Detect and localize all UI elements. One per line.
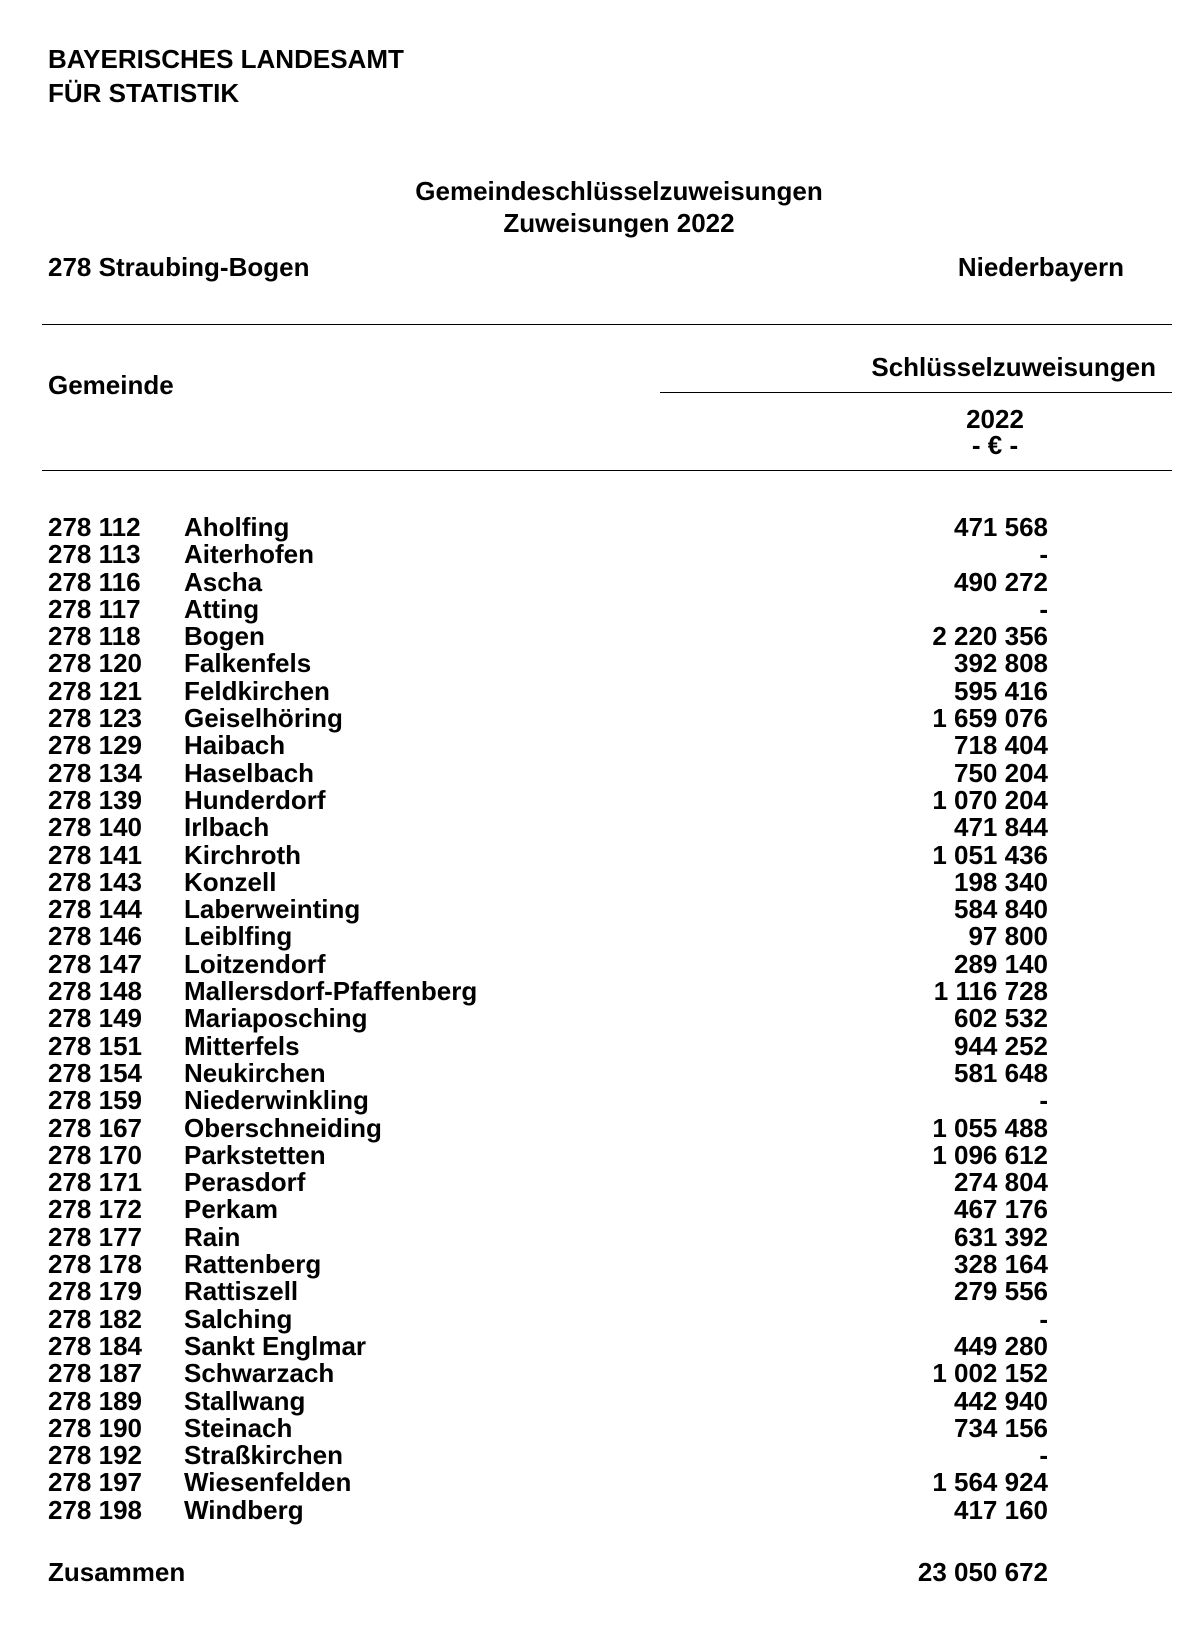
table-row — [48, 1251, 1048, 1278]
municipality-name: Niederwinkling — [184, 1085, 369, 1116]
table-row — [48, 839, 1048, 870]
municipality-code: 278 134 — [48, 757, 142, 788]
allocation-value: 1 116 728 — [933, 976, 1048, 1007]
municipality-code: 278 129 — [48, 730, 142, 761]
municipality-name: Bogen — [184, 621, 265, 652]
document-subtitle: Zuweisungen 2022 — [503, 208, 735, 238]
municipality-code: 278 197 — [48, 1467, 142, 1498]
municipality-code: 278 144 — [48, 894, 142, 925]
allocation-value: 97 800 — [968, 921, 1048, 952]
total-row — [48, 1557, 1048, 1588]
table-row — [48, 566, 1048, 597]
municipality-code: 278 167 — [48, 1112, 142, 1143]
allocation-value: - — [1039, 1303, 1048, 1334]
table-row — [48, 1303, 1048, 1334]
allocation-value: 449 280 — [954, 1330, 1048, 1361]
table-row — [48, 1385, 1048, 1416]
municipality-name: Loitzendorf — [184, 948, 326, 979]
municipality-name: Mitterfels — [184, 1030, 300, 1061]
municipality-name: Geiselhöring — [184, 703, 343, 734]
municipality-name: Aiterhofen — [184, 539, 314, 570]
allocation-value: 734 156 — [954, 1412, 1048, 1443]
allocation-value: 1 070 204 — [932, 784, 1048, 815]
municipality-code: 278 139 — [48, 784, 142, 815]
municipality-code: 278 192 — [48, 1440, 142, 1471]
table-row — [48, 650, 1048, 677]
table-row — [48, 923, 1048, 950]
municipality-name: Perasdorf — [184, 1167, 306, 1198]
municipality-code: 278 149 — [48, 1003, 142, 1034]
municipality-name: Neukirchen — [184, 1057, 326, 1088]
table-row — [48, 896, 1048, 923]
allocation-value: 274 804 — [954, 1167, 1048, 1198]
municipality-code: 278 190 — [48, 1412, 142, 1443]
allocation-value: 718 404 — [954, 730, 1048, 761]
municipality-code: 278 182 — [48, 1303, 142, 1334]
table-row — [48, 757, 1048, 788]
table-row — [48, 1278, 1048, 1305]
table-row — [48, 541, 1048, 568]
municipality-code: 278 171 — [48, 1167, 142, 1198]
table-row — [48, 1469, 1048, 1496]
municipality-name: Perkam — [184, 1194, 278, 1225]
municipality-code: 278 143 — [48, 866, 142, 897]
allocation-value: 1 659 076 — [932, 703, 1048, 734]
municipality-name: Rattiszell — [184, 1276, 299, 1307]
municipality-name: Konzell — [184, 866, 277, 897]
allocation-value: 595 416 — [954, 675, 1048, 706]
municipality-code: 278 159 — [48, 1085, 142, 1116]
municipality-name: Rattenberg — [184, 1249, 322, 1280]
municipality-code: 278 178 — [48, 1249, 142, 1280]
allocation-value: 1 051 436 — [932, 839, 1048, 870]
allocation-value: 602 532 — [954, 1003, 1048, 1034]
municipality-name: Atting — [184, 593, 260, 624]
municipality-code: 278 151 — [48, 1030, 142, 1061]
agency-name-line1: BAYERISCHES LANDESAMT — [48, 44, 404, 74]
table-row — [48, 732, 1048, 759]
table-row — [48, 1005, 1048, 1032]
table-row — [48, 1360, 1048, 1387]
allocation-value: 490 272 — [954, 566, 1048, 597]
column-header-unit: - € - — [971, 430, 1019, 460]
municipality-name: Aholfing — [184, 512, 290, 542]
allocation-value: 584 840 — [954, 894, 1048, 925]
allocation-value: 1 002 152 — [932, 1358, 1048, 1389]
table-row — [48, 814, 1048, 841]
allocation-value: 392 808 — [954, 648, 1048, 679]
municipality-name: Ascha — [184, 566, 263, 597]
allocation-value: 471 568 — [954, 512, 1048, 542]
table-row — [48, 593, 1048, 624]
table-row — [48, 1030, 1048, 1061]
column-header-municipality: Gemeinde — [48, 370, 174, 400]
allocation-value: - — [1039, 593, 1048, 624]
table-row — [48, 1057, 1048, 1088]
allocation-value: - — [1039, 539, 1048, 570]
municipality-code: 278 148 — [48, 976, 142, 1007]
municipality-name: Irlbach — [184, 812, 270, 843]
municipality-name: Mallersdorf-Pfaffenberg — [184, 976, 478, 1007]
municipality-code: 278 140 — [48, 812, 142, 843]
header-bottom-rule — [42, 470, 1172, 471]
table-row — [48, 514, 1048, 541]
document-title: Gemeindeschlüsselzuweisungen — [415, 176, 823, 206]
municipality-name: Steinach — [184, 1412, 293, 1443]
total-value: 23 050 672 — [917, 1557, 1048, 1587]
municipality-code: 278 189 — [48, 1385, 142, 1416]
municipality-name: Windberg — [184, 1494, 304, 1525]
municipality-name: Salching — [184, 1303, 293, 1334]
allocation-value: 417 160 — [954, 1494, 1048, 1525]
municipality-name: Rain — [184, 1221, 241, 1252]
allocation-value: 289 140 — [954, 948, 1048, 979]
municipality-name: Mariaposching — [184, 1003, 368, 1034]
table-row — [48, 1139, 1048, 1170]
municipality-code: 278 184 — [48, 1330, 142, 1361]
municipality-code: 278 112 — [48, 512, 141, 542]
municipality-code: 278 147 — [48, 948, 142, 979]
allocation-value: 1 096 612 — [932, 1139, 1048, 1170]
allocation-value: 581 648 — [954, 1057, 1048, 1088]
municipality-code: 278 120 — [48, 648, 142, 679]
municipality-name: Laberweinting — [184, 894, 361, 925]
table-row — [48, 1412, 1048, 1443]
municipality-name: Leiblfing — [184, 921, 293, 952]
allocation-value: 328 164 — [954, 1249, 1048, 1280]
municipality-code: 278 117 — [48, 593, 141, 624]
allocation-value: 198 340 — [954, 866, 1048, 897]
agency-name-line2: FÜR STATISTIK — [48, 78, 240, 108]
column-header-year: 2022 — [966, 404, 1024, 434]
municipality-name: Parkstetten — [184, 1139, 326, 1170]
municipality-code: 278 141 — [48, 839, 142, 870]
municipality-name: Sankt Englmar — [184, 1330, 367, 1361]
municipality-table — [48, 514, 1048, 1524]
table-row — [48, 1442, 1048, 1469]
municipality-code: 278 113 — [48, 539, 141, 570]
allocation-value: 1 055 488 — [932, 1112, 1048, 1143]
municipality-code: 278 116 — [48, 566, 141, 597]
table-row — [48, 866, 1048, 897]
table-row — [48, 948, 1048, 979]
allocation-value: 2 220 356 — [932, 621, 1048, 652]
municipality-code: 278 121 — [48, 675, 142, 706]
header-top-rule — [42, 324, 1172, 325]
allocation-value: - — [1039, 1440, 1048, 1471]
municipality-code: 278 179 — [48, 1276, 142, 1307]
table-row — [48, 1330, 1048, 1361]
table-row — [48, 1494, 1048, 1525]
table-row — [48, 978, 1048, 1005]
allocation-value: 750 204 — [954, 757, 1048, 788]
allocation-value: 1 564 924 — [932, 1467, 1048, 1498]
table-row — [48, 675, 1048, 706]
allocation-value: 279 556 — [954, 1276, 1048, 1307]
table-row — [48, 1112, 1048, 1143]
allocation-value: 467 176 — [954, 1194, 1048, 1225]
municipality-name: Wiesenfelden — [184, 1467, 352, 1498]
agency-name — [48, 42, 404, 110]
municipality-name: Haselbach — [184, 757, 315, 788]
municipality-name: Falkenfels — [184, 648, 312, 679]
municipality-code: 278 146 — [48, 921, 142, 952]
municipality-name: Hunderdorf — [184, 784, 326, 815]
column-header-key-allocations: Schlüsselzuweisungen — [871, 352, 1156, 382]
table-row — [48, 623, 1048, 650]
municipality-name: Kirchroth — [184, 839, 301, 870]
municipality-code: 278 172 — [48, 1194, 142, 1225]
allocation-value: - — [1039, 1085, 1048, 1116]
municipality-code: 278 170 — [48, 1139, 142, 1170]
allocation-value: 442 940 — [954, 1385, 1048, 1416]
municipality-name: Stallwang — [184, 1385, 306, 1416]
table-row — [48, 784, 1048, 815]
municipality-code: 278 177 — [48, 1221, 142, 1252]
table-row — [48, 1169, 1048, 1196]
municipality-name: Schwarzach — [184, 1358, 335, 1389]
municipality-code: 278 154 — [48, 1057, 142, 1088]
municipality-code: 278 187 — [48, 1358, 142, 1389]
municipality-code: 278 123 — [48, 703, 142, 734]
allocation-value: 944 252 — [954, 1030, 1048, 1061]
table-row — [48, 1196, 1048, 1223]
allocation-value: 631 392 — [954, 1221, 1048, 1252]
municipality-name: Straßkirchen — [184, 1440, 343, 1471]
table-row — [48, 1087, 1048, 1114]
column-header-subrule — [660, 392, 1172, 393]
region-label: Niederbayern — [957, 252, 1124, 282]
municipality-code: 278 118 — [48, 621, 141, 652]
municipality-name: Feldkirchen — [184, 675, 330, 706]
table-row — [48, 1221, 1048, 1252]
allocation-value: 471 844 — [954, 812, 1048, 843]
municipality-name: Oberschneiding — [184, 1112, 382, 1143]
table-row — [48, 705, 1048, 732]
total-label: Zusammen — [48, 1557, 186, 1587]
district-label: 278 Straubing-Bogen — [48, 252, 310, 282]
municipality-name: Haibach — [184, 730, 286, 761]
municipality-code: 278 198 — [48, 1494, 142, 1525]
